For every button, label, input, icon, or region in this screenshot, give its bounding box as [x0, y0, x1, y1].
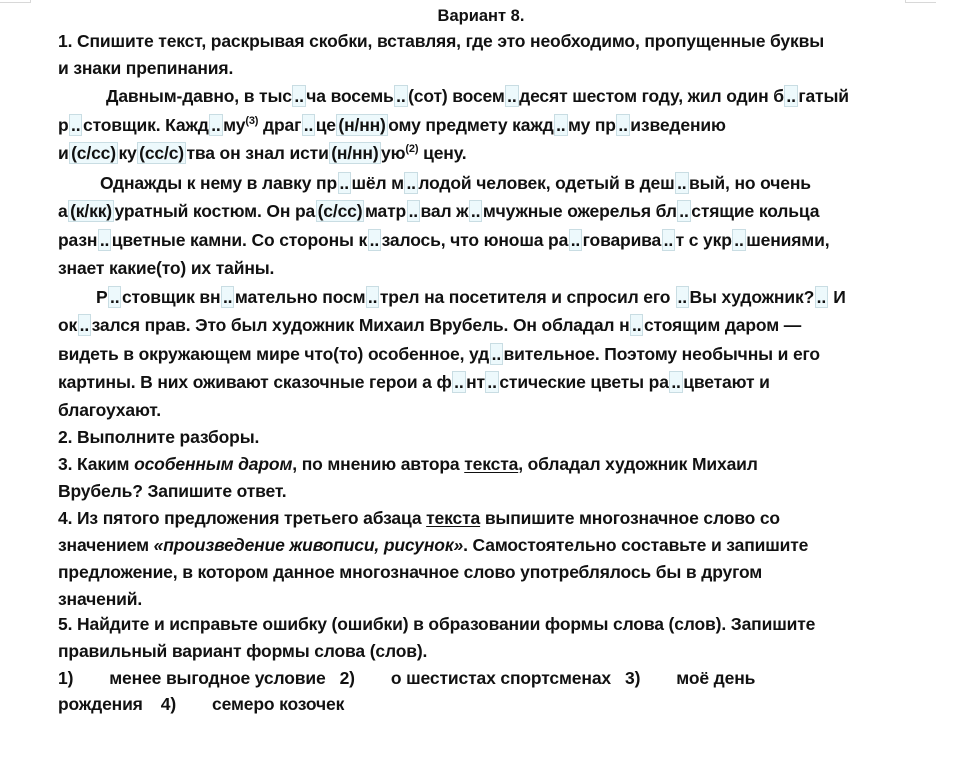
text-fragment: вый, но очень	[689, 173, 811, 193]
text-fragment: мчужные ожерелья бл	[482, 201, 677, 221]
option-number: 4)	[160, 694, 177, 714]
text-fragment: , обладал художник Михаил	[518, 454, 758, 474]
task3-line2: Врубель? Запишите ответ.	[58, 481, 287, 501]
task1-heading-line1: 1. Спишите текст, раскрывая скобки, вставляя, где это необходимо, пропущенные буквы	[58, 31, 825, 51]
missing-letter-gap: ..	[470, 201, 481, 221]
missing-letter-gap: ..	[507, 86, 517, 106]
missing-letter-gap: ..	[618, 115, 628, 135]
task2-text: 2. Выполните разборы.	[58, 427, 260, 447]
paragraph2-line4: знает какие(то) их тайны.	[58, 258, 275, 278]
missing-letter-gap: ..	[491, 344, 502, 364]
option-text-continuation: рождения	[58, 694, 143, 714]
option-text: моё день	[676, 668, 756, 688]
text-fragment: значением	[58, 535, 154, 555]
missing-letter-gap: ..	[294, 86, 304, 106]
underlined-word: текста	[464, 454, 519, 474]
missing-letter-gap: ..	[406, 173, 416, 193]
text-fragment: Давным-давно, в тыс	[106, 86, 292, 106]
text-fragment: (сот) восем	[408, 86, 505, 106]
task4-line4: значений.	[58, 589, 143, 609]
text-fragment: видеть в окружающем мире что(то) особенное, уд	[58, 344, 490, 364]
text-fragment: уратный костюм. Он ра	[114, 201, 316, 221]
task3-line1	[58, 453, 758, 475]
text-fragment: цветают и	[683, 372, 770, 392]
missing-letter-gap: ..	[454, 372, 464, 392]
paragraph1-line2	[58, 114, 726, 136]
paragraph3-line5: благоухают.	[58, 400, 161, 420]
text-fragment: драг	[258, 115, 302, 135]
text-fragment: ую	[381, 143, 406, 163]
missing-letter-gap: ..	[303, 115, 314, 135]
missing-letter-gap: ..	[663, 230, 674, 250]
text-fragment: стовщик. Кажд	[82, 115, 209, 135]
text-fragment: гатый	[798, 86, 849, 106]
missing-letter-gap: ..	[632, 315, 642, 335]
text-fragment: вительное. Поэтому необычны и его	[503, 344, 820, 364]
text-fragment: Однажды к нему в лавку пр	[100, 173, 338, 193]
text-fragment: стоящим даром —	[643, 315, 802, 335]
missing-letter-gap: ..	[339, 173, 349, 193]
text-fragment: стовщик вн	[121, 287, 221, 307]
text-fragment: му пр	[568, 115, 616, 135]
option-text: менее выгодное условие	[109, 668, 326, 688]
missing-letter-gap: ..	[487, 372, 497, 392]
text-fragment: . Самостоятельно составьте и запишите	[463, 535, 809, 555]
paragraph2-line2	[58, 200, 819, 222]
text-fragment: ку	[118, 143, 137, 163]
text-fragment: це	[315, 115, 336, 135]
text-fragment: изведению	[630, 115, 726, 135]
missing-punctuation-gap: ..	[677, 287, 687, 307]
text-fragment: цену.	[418, 143, 467, 163]
text-fragment: нт	[466, 372, 485, 392]
missing-letter-gap: ..	[396, 86, 406, 106]
option-text: семеро козочек	[212, 694, 345, 714]
option-number: 3)	[624, 668, 641, 688]
task5-options-line1	[58, 667, 755, 689]
option-number: 2)	[339, 668, 355, 688]
text-fragment: ому предмету кажд	[388, 115, 554, 135]
spelling-choice: (н/нн)	[338, 115, 386, 135]
text-fragment: залось, что юноша ра	[381, 230, 569, 250]
paragraph3-line1	[96, 286, 846, 308]
paragraph1-line1	[106, 85, 849, 107]
text-fragment: картины. В них оживают сказочные герои а ф	[58, 372, 452, 392]
text-fragment: выпишите многозначное слово со	[480, 508, 780, 528]
paragraph2-line3	[58, 229, 829, 251]
text-fragment: цветные камни. Со стороны к	[111, 230, 368, 250]
text-fragment: му	[223, 115, 246, 135]
missing-letter-gap: ..	[369, 230, 380, 250]
paragraph3-line4	[58, 371, 770, 393]
italic-phrase: особенным даром	[134, 454, 293, 474]
text-fragment: лодой человек, одетый в деш	[418, 173, 675, 193]
paragraph1-line3	[58, 142, 467, 164]
missing-letter-gap: ..	[79, 315, 90, 335]
text-fragment: мательно посм	[234, 287, 366, 307]
missing-letter-gap: ..	[222, 287, 233, 307]
text-fragment: И	[828, 287, 846, 307]
option-number: 1)	[58, 668, 74, 688]
task5-line2: правильный вариант формы слова (слов).	[58, 641, 428, 661]
missing-letter-gap: ..	[570, 230, 581, 250]
missing-letter-gap: ..	[679, 201, 689, 221]
missing-letter-gap: ..	[211, 115, 221, 135]
italic-phrase: «произведение живописи, рисунок»	[153, 535, 464, 555]
text-fragment: Р	[96, 287, 108, 307]
text-fragment: ча восемь	[306, 86, 394, 106]
paragraph3-line3	[58, 343, 820, 365]
text-fragment: стические цветы ра	[499, 372, 669, 392]
missing-letter-gap: ..	[734, 230, 744, 250]
paragraph2-line1	[100, 172, 811, 194]
task4-line2	[58, 534, 808, 556]
task4-line1	[58, 507, 780, 529]
missing-letter-gap: ..	[556, 115, 566, 135]
spelling-choice: (с/сс)	[71, 143, 116, 163]
text-fragment: т с укр	[675, 230, 732, 250]
task1-heading-line2: и знаки препинания.	[58, 58, 234, 78]
text-fragment: трел на посетителя и спросил его	[379, 287, 676, 307]
spelling-choice: (н/нн)	[331, 143, 379, 163]
missing-letter-gap: ..	[367, 287, 378, 307]
page-edge-mark-left	[0, 0, 31, 3]
paragraph3-line2	[58, 314, 801, 336]
text-fragment: стящие кольца	[691, 201, 820, 221]
spelling-choice: (сс/с)	[139, 143, 184, 163]
missing-letter-gap: ..	[71, 115, 81, 135]
text-fragment: матр	[364, 201, 407, 221]
missing-punctuation-gap: ..	[816, 287, 827, 307]
text-fragment: р	[58, 115, 69, 135]
spelling-choice: (с/сс)	[317, 201, 363, 221]
text-fragment: зался прав. Это был художник Михаил Врубель. Он обладал н	[91, 315, 630, 335]
page-edge-mark-right	[905, 0, 936, 3]
spelling-choice: (к/кк)	[70, 201, 112, 221]
text-fragment: шениями,	[746, 230, 830, 250]
missing-letter-gap: ..	[99, 230, 110, 250]
page-title: Вариант 8.	[437, 7, 525, 25]
text-fragment: и	[58, 143, 69, 163]
text-fragment: вал ж	[420, 201, 469, 221]
parse-marker: (3)	[245, 115, 259, 127]
text-fragment: а	[58, 201, 68, 221]
task5-line1: 5. Найдите и исправьте ошибку (ошибки) в образовании формы слова (слов). Запишите	[58, 614, 816, 634]
missing-letter-gap: ..	[671, 372, 681, 392]
missing-letter-gap: ..	[110, 287, 120, 307]
text-fragment: Вы художник?	[689, 287, 815, 307]
missing-letter-gap: ..	[677, 173, 687, 193]
text-fragment: 4. Из пятого предложения третьего абзаца	[58, 508, 427, 528]
task4-line3: предложение, в котором данное многозначное слово употреблялось бы в другом	[58, 562, 763, 582]
underlined-word: текста	[426, 508, 481, 528]
text-fragment: разн	[58, 230, 98, 250]
missing-letter-gap: ..	[408, 201, 418, 221]
text-fragment: , по мнению автора	[292, 454, 465, 474]
text-fragment: шёл м	[351, 173, 404, 193]
parse-marker: (2)	[405, 143, 419, 155]
text-fragment: тва он знал исти	[186, 143, 329, 163]
task5-options-line2	[58, 693, 344, 715]
option-text: о шестистах спортсменах	[390, 668, 611, 688]
text-fragment: ок	[58, 315, 78, 335]
text-fragment: говарива	[582, 230, 662, 250]
missing-letter-gap: ..	[786, 86, 796, 106]
text-fragment: десят шестом году, жил один б	[519, 86, 784, 106]
text-fragment: 3. Каким	[58, 454, 135, 474]
